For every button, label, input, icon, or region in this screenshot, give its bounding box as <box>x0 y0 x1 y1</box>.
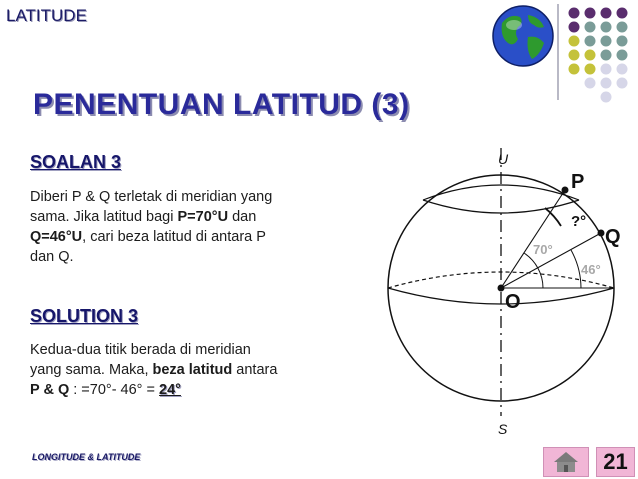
decorative-dot <box>601 64 612 75</box>
decorative-dot <box>569 22 580 33</box>
soalan-line-2: sama. Jika latitud bagi <box>30 209 178 225</box>
unknown-angle-label: ?° <box>571 213 587 230</box>
center-o-marker <box>498 285 505 292</box>
solution-line-1: Kedua-dua titik berada di meridian <box>30 342 251 358</box>
decorative-dot <box>617 78 628 89</box>
decorative-dot <box>617 36 628 47</box>
angle-70-label: 70° <box>533 242 553 257</box>
decorative-dot <box>601 8 612 19</box>
angle-46-label: 46° <box>581 262 601 277</box>
decorative-dot-grid <box>566 6 636 106</box>
angle-arc-46 <box>571 250 581 288</box>
top-label: LATITUDE <box>6 6 87 25</box>
soalan-dan: dan <box>228 209 257 225</box>
soalan-heading: SOALAN 3 <box>30 152 122 172</box>
solution-line-2b: antara <box>232 362 278 378</box>
decorative-dot <box>585 50 596 61</box>
decorative-dot <box>601 78 612 89</box>
decorative-dot <box>569 64 580 75</box>
page-number: 21 <box>596 447 635 477</box>
decorative-dot <box>617 22 628 33</box>
soalan-line-1: Diberi P & Q terletak di meridian yang <box>30 189 273 205</box>
solution-calculation: : =70°- 46° = <box>69 382 160 398</box>
decorative-dot <box>601 50 612 61</box>
decorative-dot <box>585 36 596 47</box>
solution-line-2a: yang sama. Maka, <box>30 362 153 378</box>
decorative-dot <box>617 8 628 19</box>
point-p-marker <box>562 187 569 194</box>
decorative-dot <box>601 36 612 47</box>
pq-label: P & Q <box>30 382 70 398</box>
p-latitude-value: P=70°U <box>177 209 229 225</box>
globe-icon <box>488 3 558 69</box>
q-latitude-value: Q=46°U <box>30 229 83 245</box>
decorative-dot <box>585 8 596 19</box>
solution-heading: SOLUTION 3 <box>30 306 139 326</box>
decorative-dot <box>585 64 596 75</box>
home-icon <box>552 451 580 473</box>
page-title: PENENTUAN LATITUD (3) <box>33 88 410 121</box>
latitude-diagram <box>375 148 637 438</box>
south-label: S <box>498 421 508 437</box>
footer-label: LONGITUDE & LATITUDE <box>32 452 141 462</box>
solution-answer: 24° <box>159 382 181 398</box>
solution-text <box>30 340 335 400</box>
north-label: U <box>498 151 509 167</box>
beza-latitud-term: beza latitud <box>152 362 233 378</box>
decorative-dot <box>585 78 596 89</box>
soalan-text <box>30 187 335 267</box>
header-divider <box>557 4 559 100</box>
p-label: P <box>571 171 585 193</box>
decorative-dot <box>569 36 580 47</box>
q-label: Q <box>605 226 621 248</box>
soalan-line-4: dan Q. <box>30 249 74 265</box>
point-q-marker <box>598 230 605 237</box>
decorative-dot <box>601 92 612 103</box>
soalan-line-3: , cari beza latitud di antara P <box>82 229 266 245</box>
radius-op <box>501 190 565 288</box>
home-button[interactable] <box>543 447 589 477</box>
decorative-dot <box>585 22 596 33</box>
decorative-dot <box>569 50 580 61</box>
o-label: O <box>505 291 521 313</box>
decorative-dot <box>617 64 628 75</box>
decorative-dot <box>569 8 580 19</box>
decorative-dot <box>601 22 612 33</box>
decorative-dot <box>617 50 628 61</box>
